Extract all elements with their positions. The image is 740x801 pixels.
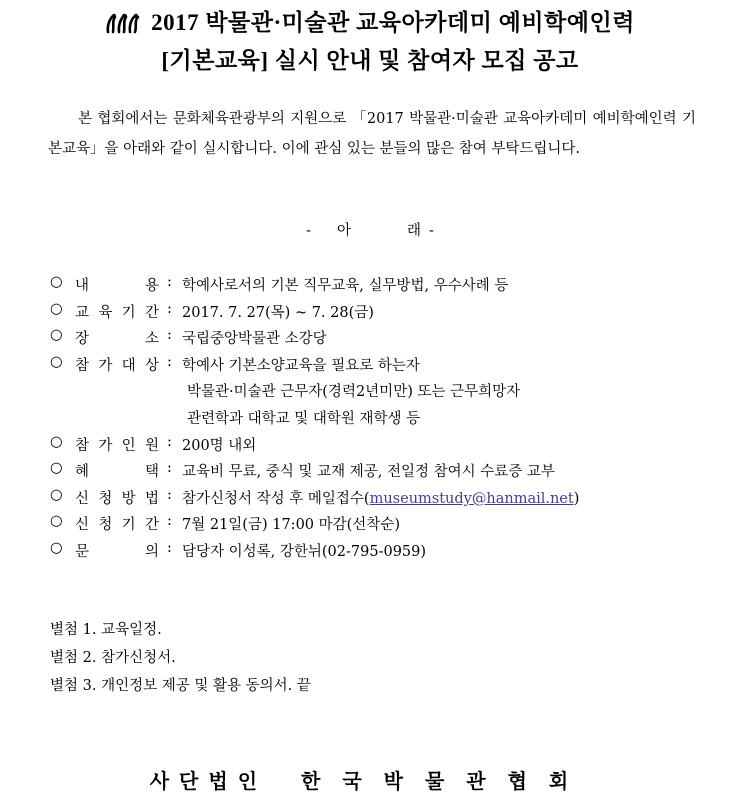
- detail-value-text: 2017. 7. 27(목) ~ 7. 28(금): [182, 304, 374, 321]
- detail-label: 참 가 대 상: [75, 357, 159, 374]
- detail-value-text: 7월 21일(금) 17:00 마감(선착순): [182, 517, 400, 534]
- label-colon: :: [167, 486, 172, 503]
- detail-value: [182, 513, 400, 534]
- arae-char-rae: 래: [407, 223, 422, 239]
- arae-dash-right: -: [429, 223, 434, 239]
- museum-association-logo-icon: [105, 12, 141, 40]
- detail-value: [182, 274, 508, 295]
- label-colon: :: [167, 300, 172, 317]
- detail-label: 교 육 기 간: [75, 304, 159, 321]
- detail-label: 내 용: [75, 278, 159, 294]
- circle-bullet-icon: ○: [50, 539, 63, 556]
- circle-bullet-icon: ○: [50, 433, 63, 450]
- footer-org-name: 한국박물관협회: [301, 769, 591, 793]
- arae-dash-left: -: [306, 223, 311, 239]
- detail-value: [182, 301, 374, 322]
- detail-label: 신 청 기 간: [75, 517, 159, 534]
- detail-value: [182, 327, 327, 348]
- detail-value-continuation: 관련학과 대학교 및 대학원 재학생 등: [187, 410, 421, 427]
- detail-label: 참 가 인 원: [75, 437, 159, 454]
- detail-value: [182, 434, 256, 455]
- label-colon: :: [167, 433, 172, 450]
- circle-bullet-icon: ○: [50, 486, 63, 503]
- footer-prefix: 사단법인: [149, 769, 268, 793]
- intro-paragraph: 본 협회에서는 문화체육관광부의 지원으로 「2017 박물관·미술관 교육아카데미 예비학예인력 기본교육」을 아래와 같이 실시합니다. 이에 관심 있는 분들의 많은 참여 부탁드립니다.: [48, 111, 696, 157]
- detail-value-text: 국립중앙박물관 소강당: [182, 331, 327, 348]
- arae-char-a: 아: [336, 223, 351, 239]
- attachment-3: 별첨 3. 개인정보 제공 및 활용 동의서. 끝: [50, 678, 311, 694]
- detail-value-text: 교육비 무료, 중식 및 교재 제공, 전일정 참여시 수료증 교부: [182, 464, 555, 481]
- detail-value-continuation: 박물관·미술관 근무자(경력2년미만) 또는 근무희망자: [187, 384, 521, 401]
- document-title-line1: [0, 4, 740, 40]
- attachment-2: 별첨 2. 참가신청서.: [50, 650, 176, 666]
- label-colon: :: [167, 539, 172, 556]
- footer-organization: [0, 765, 740, 794]
- detail-value: [182, 354, 420, 375]
- detail-value: [182, 460, 555, 481]
- title-line1-text: 2017 박물관·미술관 교육아카데미 예비학예인력: [151, 10, 635, 35]
- circle-bullet-icon: ○: [50, 460, 63, 477]
- label-colon: :: [167, 327, 172, 344]
- detail-value: [182, 540, 426, 561]
- circle-bullet-icon: ○: [50, 300, 63, 317]
- detail-label: 혜 택: [75, 464, 159, 481]
- detail-label: 신 청 방 법: [75, 490, 159, 507]
- detail-label: 문 의: [75, 543, 159, 560]
- label-colon: :: [167, 460, 172, 477]
- detail-value: 참가신청서 작성 후 메일접수(museumstudy@hanmail.net): [182, 490, 580, 507]
- detail-value-text: 참가신청서 작성 후 메일접수: [182, 490, 364, 507]
- detail-value-text: 학예사로서의 기본 직무교육, 실무방법, 우수사례 등: [182, 278, 509, 294]
- document-title-line2: [기본교육] 실시 안내 및 참여자 모집 공고: [161, 48, 579, 73]
- arae-heading: [0, 219, 740, 240]
- circle-bullet-icon: ○: [50, 353, 63, 370]
- label-colon: :: [167, 513, 172, 530]
- detail-label: 장 소: [75, 331, 159, 348]
- detail-value-text: 200명 내외: [182, 437, 257, 454]
- label-colon: :: [167, 353, 172, 370]
- attachment-1: 별첨 1. 교육일정.: [50, 622, 162, 638]
- detail-value-text: 학예사 기본소양교육을 필요로 하는자: [182, 357, 420, 374]
- circle-bullet-icon: ○: [50, 274, 63, 290]
- label-colon: :: [167, 274, 172, 290]
- detail-value-text: 담당자 이성록, 강한뉘(02-795-0959): [182, 543, 427, 560]
- email-link[interactable]: museumstudy@hanmail.net: [369, 490, 574, 507]
- circle-bullet-icon: ○: [50, 513, 63, 530]
- circle-bullet-icon: ○: [50, 327, 63, 344]
